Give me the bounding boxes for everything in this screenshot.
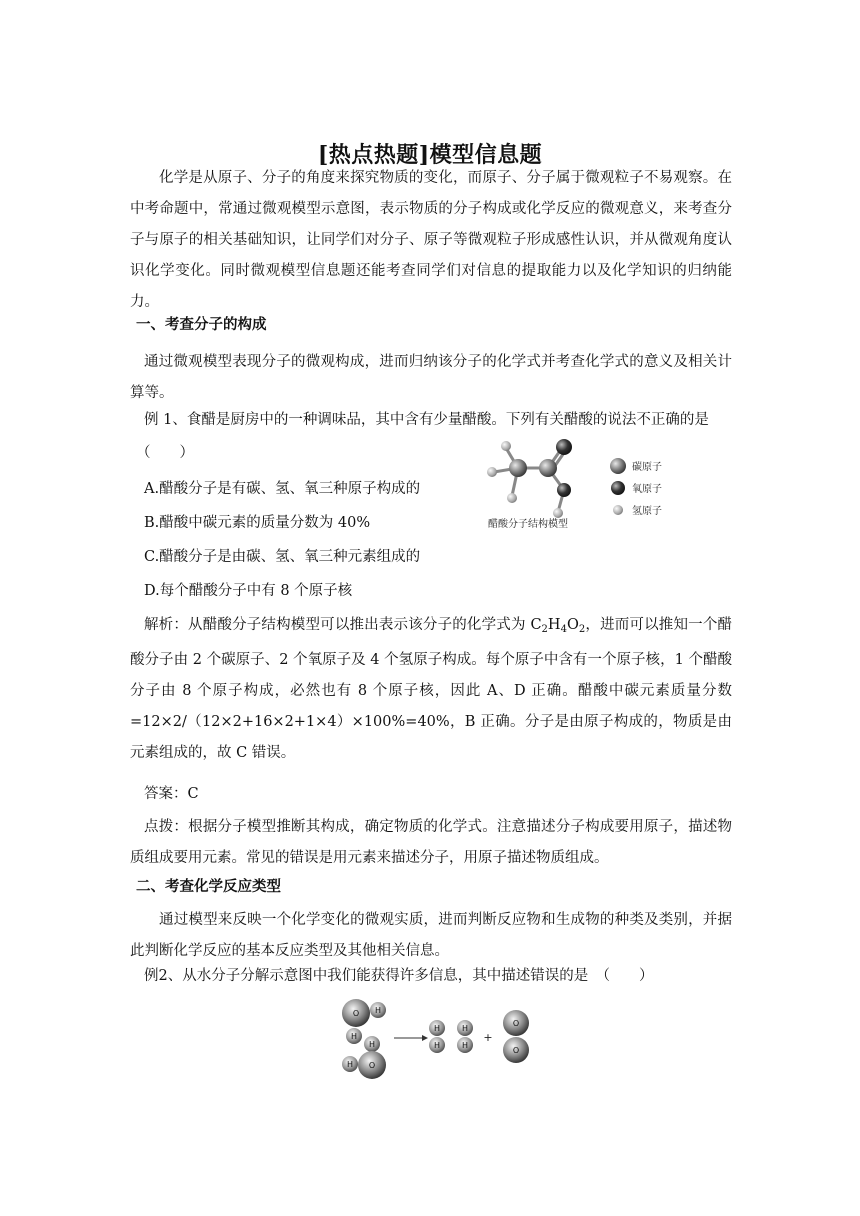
- plus-sign: +: [483, 1031, 493, 1044]
- example1-analysis: 解析：从醋酸分子结构模型可以推出表示该分子的化学式为 $C_2H_4O_2$，进而可以推知一个醋酸分子由 2 个碳原子、2 个氧原子及 4 个氢原子构成。每个原子中含有一个原子核，1 个醋酸分子由 8 个原子构成，必然也有 8 个原子核，因此 A、D 正确。醋酸中碳元素质量分数=12×2/（12×2+16×2+1×4）×100%=40%，B 正确。分子是由原子构成的，物质是由元素组成的，故 C 错误。: [130, 617, 733, 761]
- intro-paragraph: 化学是从原子、分子的角度来探究物质的变化，而原子、分子属于微观粒子不易观察。在中考命题中，常通过微观模型示意图，表示物质的分子构成或化学反应的微观意义，来考查分子与原子的相关基础知识，让同学们对分子、原子等微观粒子形成感性认识，并从微观角度认识化学变化。同时微观模型信息题还能考查同学们对信息的提取能力以及化学知识的归纳能力。: [130, 170, 732, 310]
- hydrogen-atom: [487, 467, 497, 477]
- svg-text:H: H: [350, 1032, 358, 1041]
- legend-oxygen: 氧原子: [632, 484, 662, 495]
- legend-hydrogen: 氢原子: [632, 506, 662, 517]
- carbon-atom: [539, 459, 557, 477]
- option-b: B.醋酸中碳元素的质量分数为 40%: [144, 515, 371, 531]
- example1-tip: 点拨：根据分子模型推断其构成，确定物质的化学式。注意描述分子构成要用原子，描述物质组成要用元素。常见的错误是用元素来描述分子，用原子描述物质组成。: [130, 819, 732, 866]
- example1-answer: 答案：C: [144, 786, 199, 802]
- example1-stem: 例 1、食醋是厨房中的一种调味品，其中含有少量醋酸。下列有关醋酸的说法不正确的是: [144, 412, 709, 428]
- svg-text:H: H: [461, 1041, 469, 1050]
- oxygen-legend-icon: [611, 481, 625, 495]
- svg-text:H: H: [368, 1040, 376, 1049]
- option-a: A.醋酸分子是有碳、氢、氧三种原子构成的: [144, 481, 421, 497]
- svg-text:O: O: [352, 1009, 360, 1018]
- section2-description: 通过模型来反映一个化学变化的微观实质，进而判断反应物和生成物的种类及类别，并据此判断化学反应的基本反应类型及其他相关信息。: [130, 912, 732, 959]
- hydrogen-atom: [501, 441, 511, 451]
- section1-description: 通过微观模型表现分子的微观构成，进而归纳该分子的化学式并考查化学式的意义及相关计算等。: [130, 354, 732, 401]
- carbon-atom: [509, 459, 527, 477]
- svg-text:H: H: [433, 1041, 441, 1050]
- hydrogen-atom: [553, 508, 563, 518]
- page-title: [热点热题]模型信息题: [317, 142, 543, 168]
- svg-text:O: O: [368, 1061, 376, 1070]
- example1-paren: （ ）: [136, 445, 194, 461]
- example2-stem: 例2、从水分子分解示意图中我们能获得许多信息，其中描述错误的是 （ ）: [144, 968, 654, 984]
- oxygen-atom: [556, 439, 572, 455]
- svg-text:H: H: [374, 1006, 382, 1015]
- option-c: C.醋酸分子是由碳、氢、氧三种元素组成的: [144, 549, 421, 565]
- section2-heading: 二、考查化学反应类型: [136, 878, 281, 895]
- svg-text:O: O: [512, 1046, 520, 1055]
- oxygen-atom: [557, 483, 571, 497]
- svg-text:H: H: [461, 1024, 469, 1033]
- svg-text:H: H: [346, 1060, 354, 1069]
- section1-heading: 一、考查分子的构成: [136, 316, 267, 333]
- hydrogen-atom: [507, 493, 517, 503]
- svg-text:H: H: [433, 1024, 441, 1033]
- water-decomposition-figure: [336, 996, 546, 1088]
- svg-text:O: O: [512, 1019, 520, 1028]
- legend-carbon: 碳原子: [632, 462, 662, 473]
- figure1-caption: 醋酸分子结构模型: [488, 519, 568, 530]
- hydrogen-legend-icon: [613, 505, 623, 515]
- option-d: D.每个醋酸分子中有 8 个原子核: [144, 583, 353, 599]
- acetic-acid-model-figure: [470, 432, 690, 537]
- carbon-legend-icon: [610, 458, 626, 474]
